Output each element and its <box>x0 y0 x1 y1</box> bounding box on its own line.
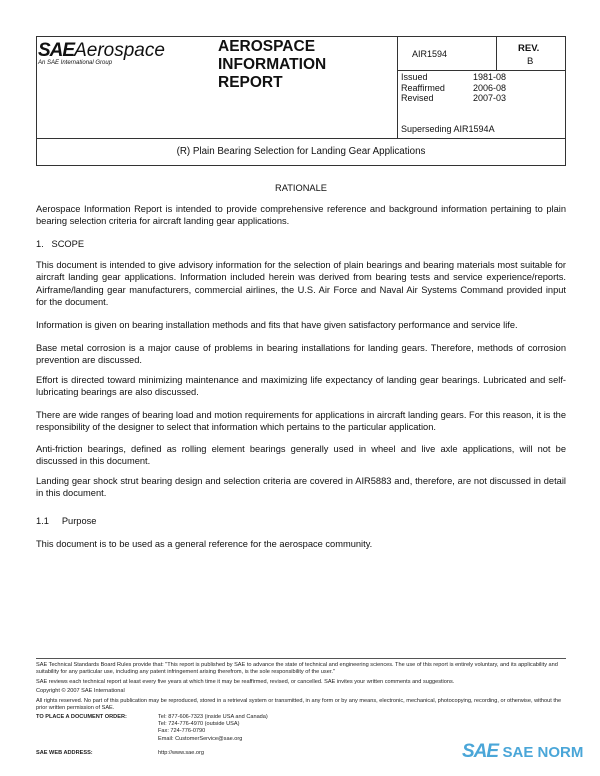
order-line: Fax: 724-776-0790 <box>158 728 206 735</box>
dates-table <box>401 72 506 104</box>
order-info <box>158 714 358 743</box>
superseding: Superseding AIR1594A <box>401 124 495 134</box>
date-value: 1981-08 <box>473 72 507 82</box>
logo-name: Aerospace <box>74 40 165 61</box>
footer-copyright: Copyright © 2007 SAE International <box>36 688 125 694</box>
paragraph: Landing gear shock strut bearing design and selection criteria are covered in AIR5883 and, therefore, are not discussed in detail in this document. <box>36 476 566 499</box>
web-label: SAE WEB ADDRESS: <box>36 750 93 756</box>
order-line: Tel: 724-776-4970 (outside USA) <box>158 721 240 728</box>
web-address[interactable]: http://www.sae.org <box>158 750 205 756</box>
footer-rules: SAE Technical Standards Board Rules provide that: "This report is published by SAE to advance the state of technical and engineering sciences. The use of this report is entirely voluntary, and its applicability and suitability for any particular use, including any patent infringement arising therefrom, is the sole responsibility of the user." <box>36 662 558 676</box>
logo-tagline: An SAE International Group <box>38 60 113 66</box>
purpose-text: This document is to be used as a general reference for the aerospace community. <box>36 539 373 549</box>
paragraph: There are wide ranges of bearing load and motion requirements for applications in aircraft landing gears. For this reason, it is the responsibility of the designer to select that information which pertains to the particular application. <box>36 410 566 433</box>
sae-aerospace-logo <box>38 40 165 66</box>
doc-type-line: AEROSPACE <box>218 38 316 55</box>
date-value: 2007-03 <box>473 93 507 103</box>
footer-rights: All rights reserved. No part of this publication may be reproduced, stored in a retrieval system or transmitted, in any form or by any means, electronic, mechanical, photocopying, recording, or otherwise, without the prior written permission of SAE. <box>36 698 562 712</box>
rationale-heading: RATIONALE <box>274 183 327 193</box>
order-line: Tel: 877-606-7323 (inside USA and Canada) <box>158 714 268 720</box>
doc-number: AIR1594 <box>412 49 448 59</box>
scope-heading: 1. SCOPE <box>36 239 85 249</box>
date-value: 2006-08 <box>473 82 507 93</box>
document-title: (R) Plain Bearing Selection for Landing Gear Applications <box>176 146 426 157</box>
doc-type <box>218 38 326 92</box>
order-line: Email: CustomerService@sae.org <box>158 735 243 742</box>
date-label: Revised <box>401 93 434 103</box>
footer-review: SAE reviews each technical report at least every five years at which time it may be reaffirmed, revised, or cancelled. SAE invites your written comments and suggestions. <box>36 679 455 685</box>
sae-norm-watermark <box>462 741 583 763</box>
paragraph: Anti-friction bearings, defined as rolling element bearings generally used in wheel and live axle applications, will not be discussed in this document. <box>36 444 566 467</box>
rev-value: B <box>527 56 534 67</box>
logo-brand: SAE <box>38 40 75 61</box>
paragraph: Information is given on bearing installation methods and fits that have given satisfactory performance and service life. <box>36 320 518 330</box>
watermark-text: SAE NORM <box>502 744 584 761</box>
doc-type-line: REPORT <box>218 74 283 91</box>
rationale-text: Aerospace Information Report is intended to provide comprehensive reference and background information pertaining to plain bearing selection criteria for aircraft landing gear applications. <box>36 204 566 227</box>
paragraph: This document is intended to give advisory information for the selection of plain bearings and bearing materials most suitable for aircraft landing gear applications. Information included herein was derived from bearing tests and service experience/reports. Airframe/landing gear manufacturers, commercial airlines, the U.S. Air Force and Naval Air Systems Command provided input for the document. <box>36 260 566 307</box>
rev-label: REV. <box>518 43 540 54</box>
doc-type-line: INFORMATION <box>218 56 327 73</box>
date-label: Issued <box>401 72 428 82</box>
date-label: Reaffirmed <box>401 82 445 93</box>
paragraph: Effort is directed toward minimizing maintenance and maximizing life expectancy of landing gear bearings. Lubricated and self-lubricating bearings are also discussed. <box>36 375 566 398</box>
paragraph: Base metal corrosion is a major cause of problems in bearing installations for landing gears. Therefore, methods of corrosion prevention are discussed. <box>36 343 566 366</box>
watermark-logo: SAE <box>462 741 499 762</box>
purpose-heading: 1.1 Purpose <box>36 516 97 526</box>
order-label: TO PLACE A DOCUMENT ORDER: <box>36 714 127 720</box>
